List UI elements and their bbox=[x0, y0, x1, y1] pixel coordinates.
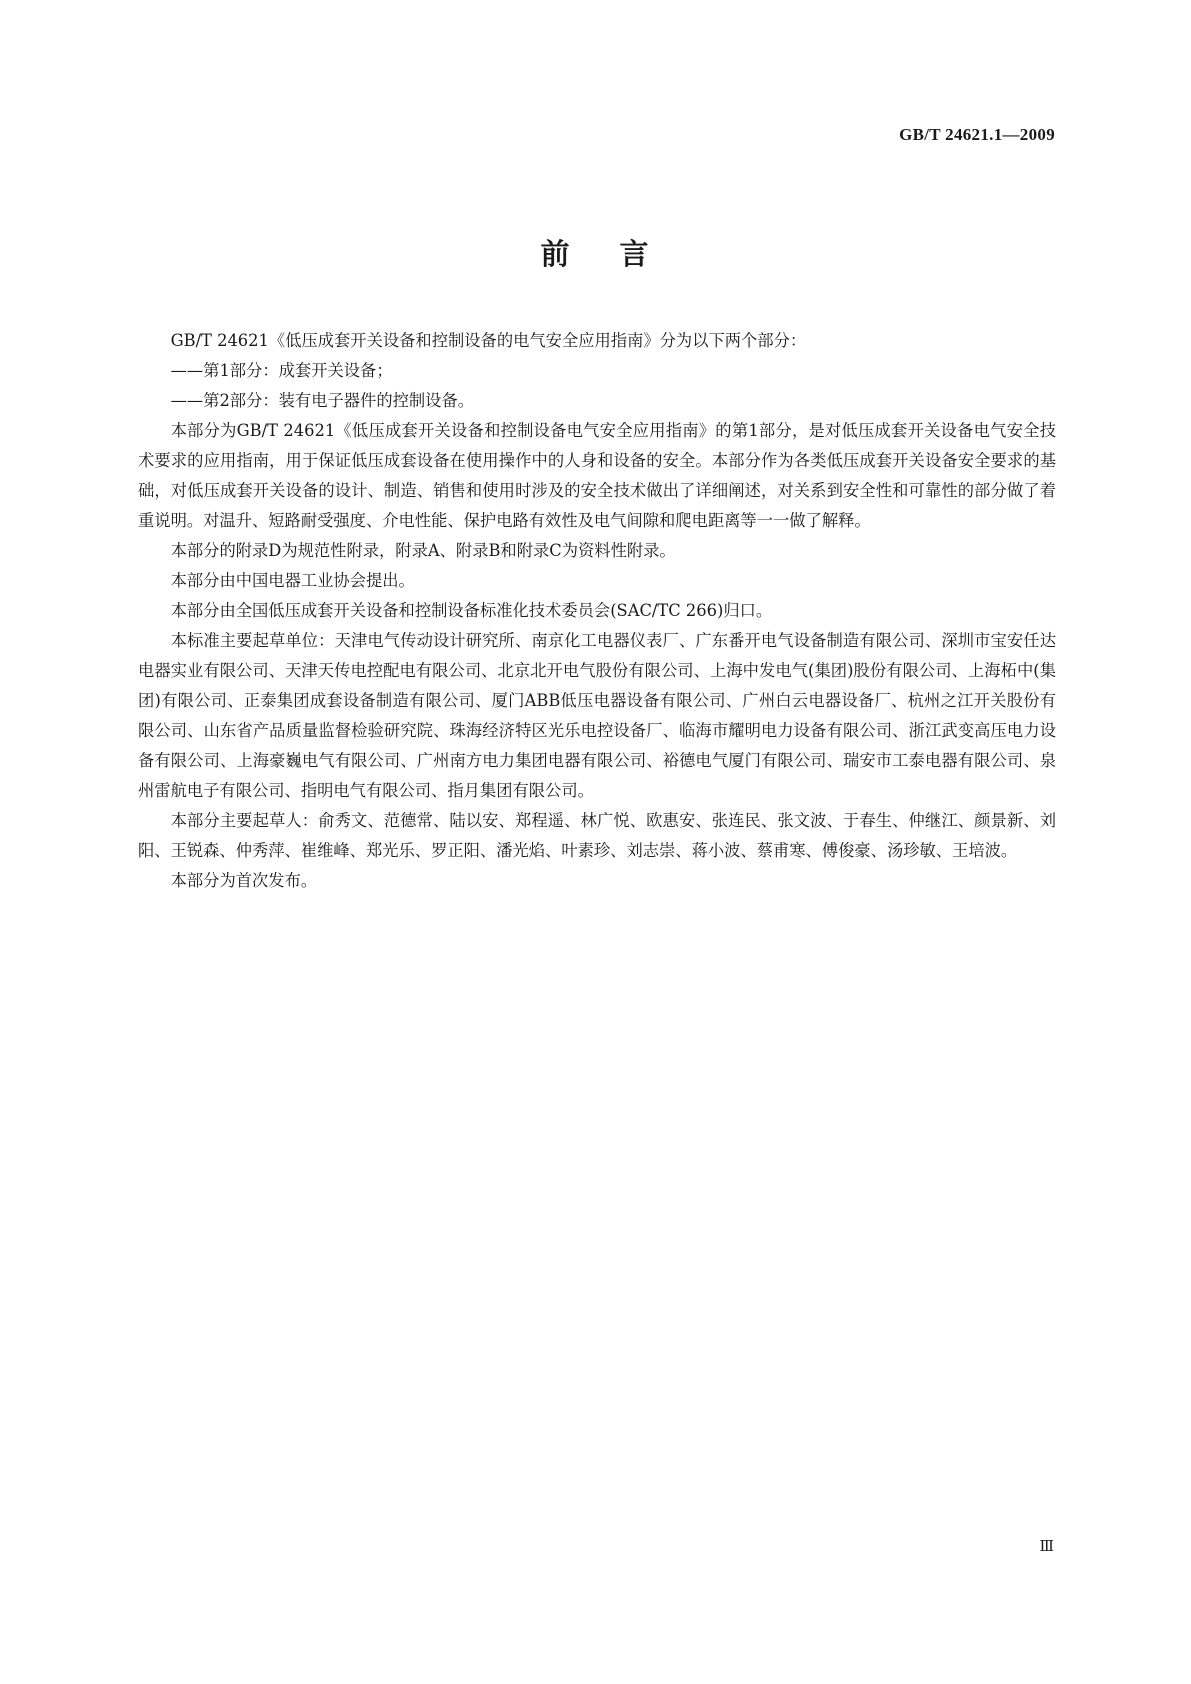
paragraph-part-1-item: ——第1部分：成套开关设备； bbox=[170, 361, 393, 380]
title-char-1: 前 bbox=[540, 237, 572, 271]
paragraph-technical-committee: 本部分由全国低压成套开关设备和控制设备标准化技术委员会(SAC/TC 266)归口。 bbox=[170, 601, 773, 620]
title-char-2: 言 bbox=[619, 237, 651, 271]
paragraph-part-2-item: ——第2部分：装有电子器件的控制设备。 bbox=[170, 391, 475, 410]
paragraph-drafters: 本部分主要起草人：俞秀文、范德常、陆以安、郑程遥、林广悦、欧惠安、张连民、张文波、于春生、仲继江、颜景新、刘阳、王锐森、仲秀萍、崔维峰、郑光乐、罗正阳、潘光焰、叶素珍、刘志崇、蒋小波、蔡甫寒、傅俊豪、汤珍敏、王培波。 bbox=[138, 811, 1056, 860]
page-title bbox=[0, 232, 1191, 273]
standard-number-header: GB/T 24621.1—2009 bbox=[899, 125, 1055, 144]
preface-body bbox=[138, 326, 1056, 896]
paragraph-scope: 本部分为GB/T 24621《低压成套开关设备和控制设备电气安全应用指南》的第1部分，是对低压成套开关设备电气安全技术要求的应用指南，用于保证低压成套设备在使用操作中的人身和设备的安全。本部分作为各类低压成套开关设备安全要求的基础，对低压成套开关设备的设计、制造、销售和使用时涉及的安全技术做出了详细阐述，对关系到安全性和可靠性的部分做了着重说明。对温升、短路耐受强度、介电性能、保护电路有效性及电气间隙和爬电距离等一一做了解释。 bbox=[138, 421, 1056, 530]
paragraph-proposer: 本部分由中国电器工业协会提出。 bbox=[170, 571, 415, 590]
paragraph-first-release: 本部分为首次发布。 bbox=[170, 871, 318, 890]
paragraph-drafting-units: 本标准主要起草单位：天津电气传动设计研究所、南京化工电器仪表厂、广东番开电气设备制造有限公司、深圳市宝安任达电器实业有限公司、天津天传电控配电有限公司、北京北开电气股份有限公司、上海中发电气(集团)股份有限公司、上海柘中(集团)有限公司、正泰集团成套设备制造有限公司、厦门ABB低压电器设备有限公司、广州白云电器设备厂、杭州之江开关股份有限公司、山东省产品质量监督检验研究院、珠海经济特区光乐电控设备厂、临海市耀明电力设备有限公司、浙江武变高压电力设备有限公司、上海豪巍电气有限公司、广州南方电力集团电器有限公司、裕德电气厦门有限公司、瑞安市工泰电器有限公司、泉州雷航电子有限公司、指明电气有限公司、指月集团有限公司。 bbox=[138, 631, 1056, 800]
page-number: Ⅲ bbox=[1039, 1539, 1053, 1555]
paragraph-parts-intro: GB/T 24621《低压成套开关设备和控制设备的电气安全应用指南》分为以下两个部分： bbox=[170, 331, 807, 350]
paragraph-annexes: 本部分的附录D为规范性附录，附录A、附录B和附录C为资料性附录。 bbox=[170, 541, 676, 560]
